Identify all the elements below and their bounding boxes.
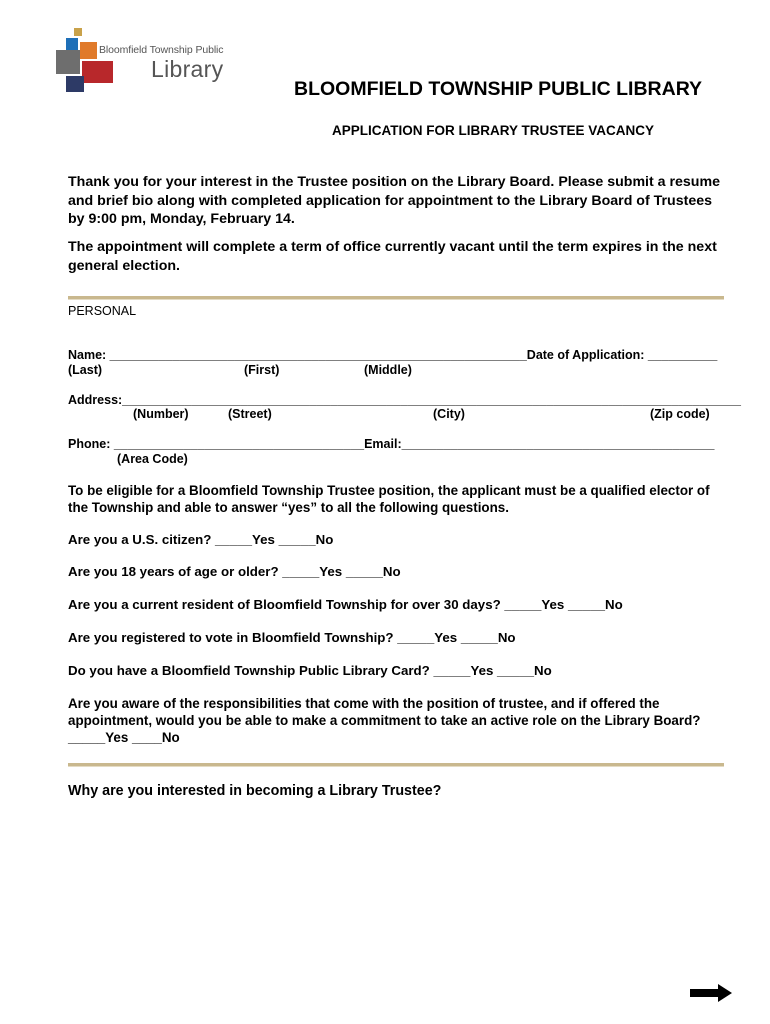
name-first-label: (First)	[244, 363, 280, 377]
term-paragraph: The appointment will complete a term of office currently vacant until the term expires in the next general election.	[68, 239, 717, 274]
logo-square-orange	[80, 42, 97, 59]
question-registered[interactable]: Are you registered to vote in Bloomfield Township? _____Yes _____No	[68, 630, 516, 645]
question-resident[interactable]: Are you a current resident of Bloomfield Township for over 30 days? _____Yes _____No	[68, 597, 623, 612]
logo-square-blue	[66, 38, 78, 50]
logo-square-red	[82, 61, 113, 83]
address-city-label: (City)	[433, 407, 465, 421]
logo-main-text: Library	[151, 56, 224, 82]
address-street-label: (Street)	[228, 407, 272, 421]
name-last-label: (Last)	[68, 363, 103, 377]
intro-paragraph: Thank you for your interest in the Trustee position on the Library Board. Please submit a resume and brief bio along with completed application for appointment to the Library Board of Trustees by 9:00 pm, Monday, February 14.	[68, 174, 720, 227]
phone-email-field[interactable]: Phone: ____________________________________Email:_____________________________________________	[68, 437, 715, 451]
phone-area-code-label: (Area Code)	[117, 452, 188, 466]
address-number-label: (Number)	[133, 407, 189, 421]
address-zip-label: (Zip code)	[650, 407, 710, 421]
section-divider	[68, 296, 724, 300]
name-field[interactable]: Name: ____________________________________________________________Date of Application: __________	[68, 348, 718, 362]
question-age[interactable]: Are you 18 years of age or older? _____Yes _____No	[68, 564, 401, 579]
page-subtitle: APPLICATION FOR LIBRARY TRUSTEE VACANCY	[332, 123, 655, 138]
section-divider	[68, 763, 724, 767]
question-citizen[interactable]: Are you a U.S. citizen? _____Yes _____No	[68, 532, 334, 547]
page-title: BLOOMFIELD TOWNSHIP PUBLIC LIBRARY	[294, 78, 703, 100]
logo-top-text: Bloomfield Township Public	[99, 44, 224, 56]
eligibility-intro: To be eligible for a Bloomfield Township Trustee position, the applicant must be a qualified elector of the Township and able to answer “yes” to all the following questions.	[68, 483, 710, 515]
logo-square-navy	[66, 76, 84, 92]
name-middle-label: (Middle)	[364, 363, 412, 377]
question-library-card[interactable]: Do you have a Bloomfield Township Public Library Card? _____Yes _____No	[68, 663, 552, 678]
right-arrow-icon[interactable]	[690, 984, 732, 1002]
address-field[interactable]: Address:_________________________________________________________________________________________	[68, 393, 741, 407]
personal-section-label: PERSONAL	[68, 304, 137, 318]
library-logo	[56, 28, 231, 94]
logo-square-gold	[74, 28, 82, 36]
question-commitment[interactable]: Are you aware of the responsibilities that come with the position of trustee, and if offered the appointment, would you be able to make a commitment to take an active role on the Library Board? _____Yes ____No	[68, 696, 701, 745]
logo-square-gray	[56, 50, 80, 74]
interest-question: Why are you interested in becoming a Library Trustee?	[68, 783, 442, 799]
